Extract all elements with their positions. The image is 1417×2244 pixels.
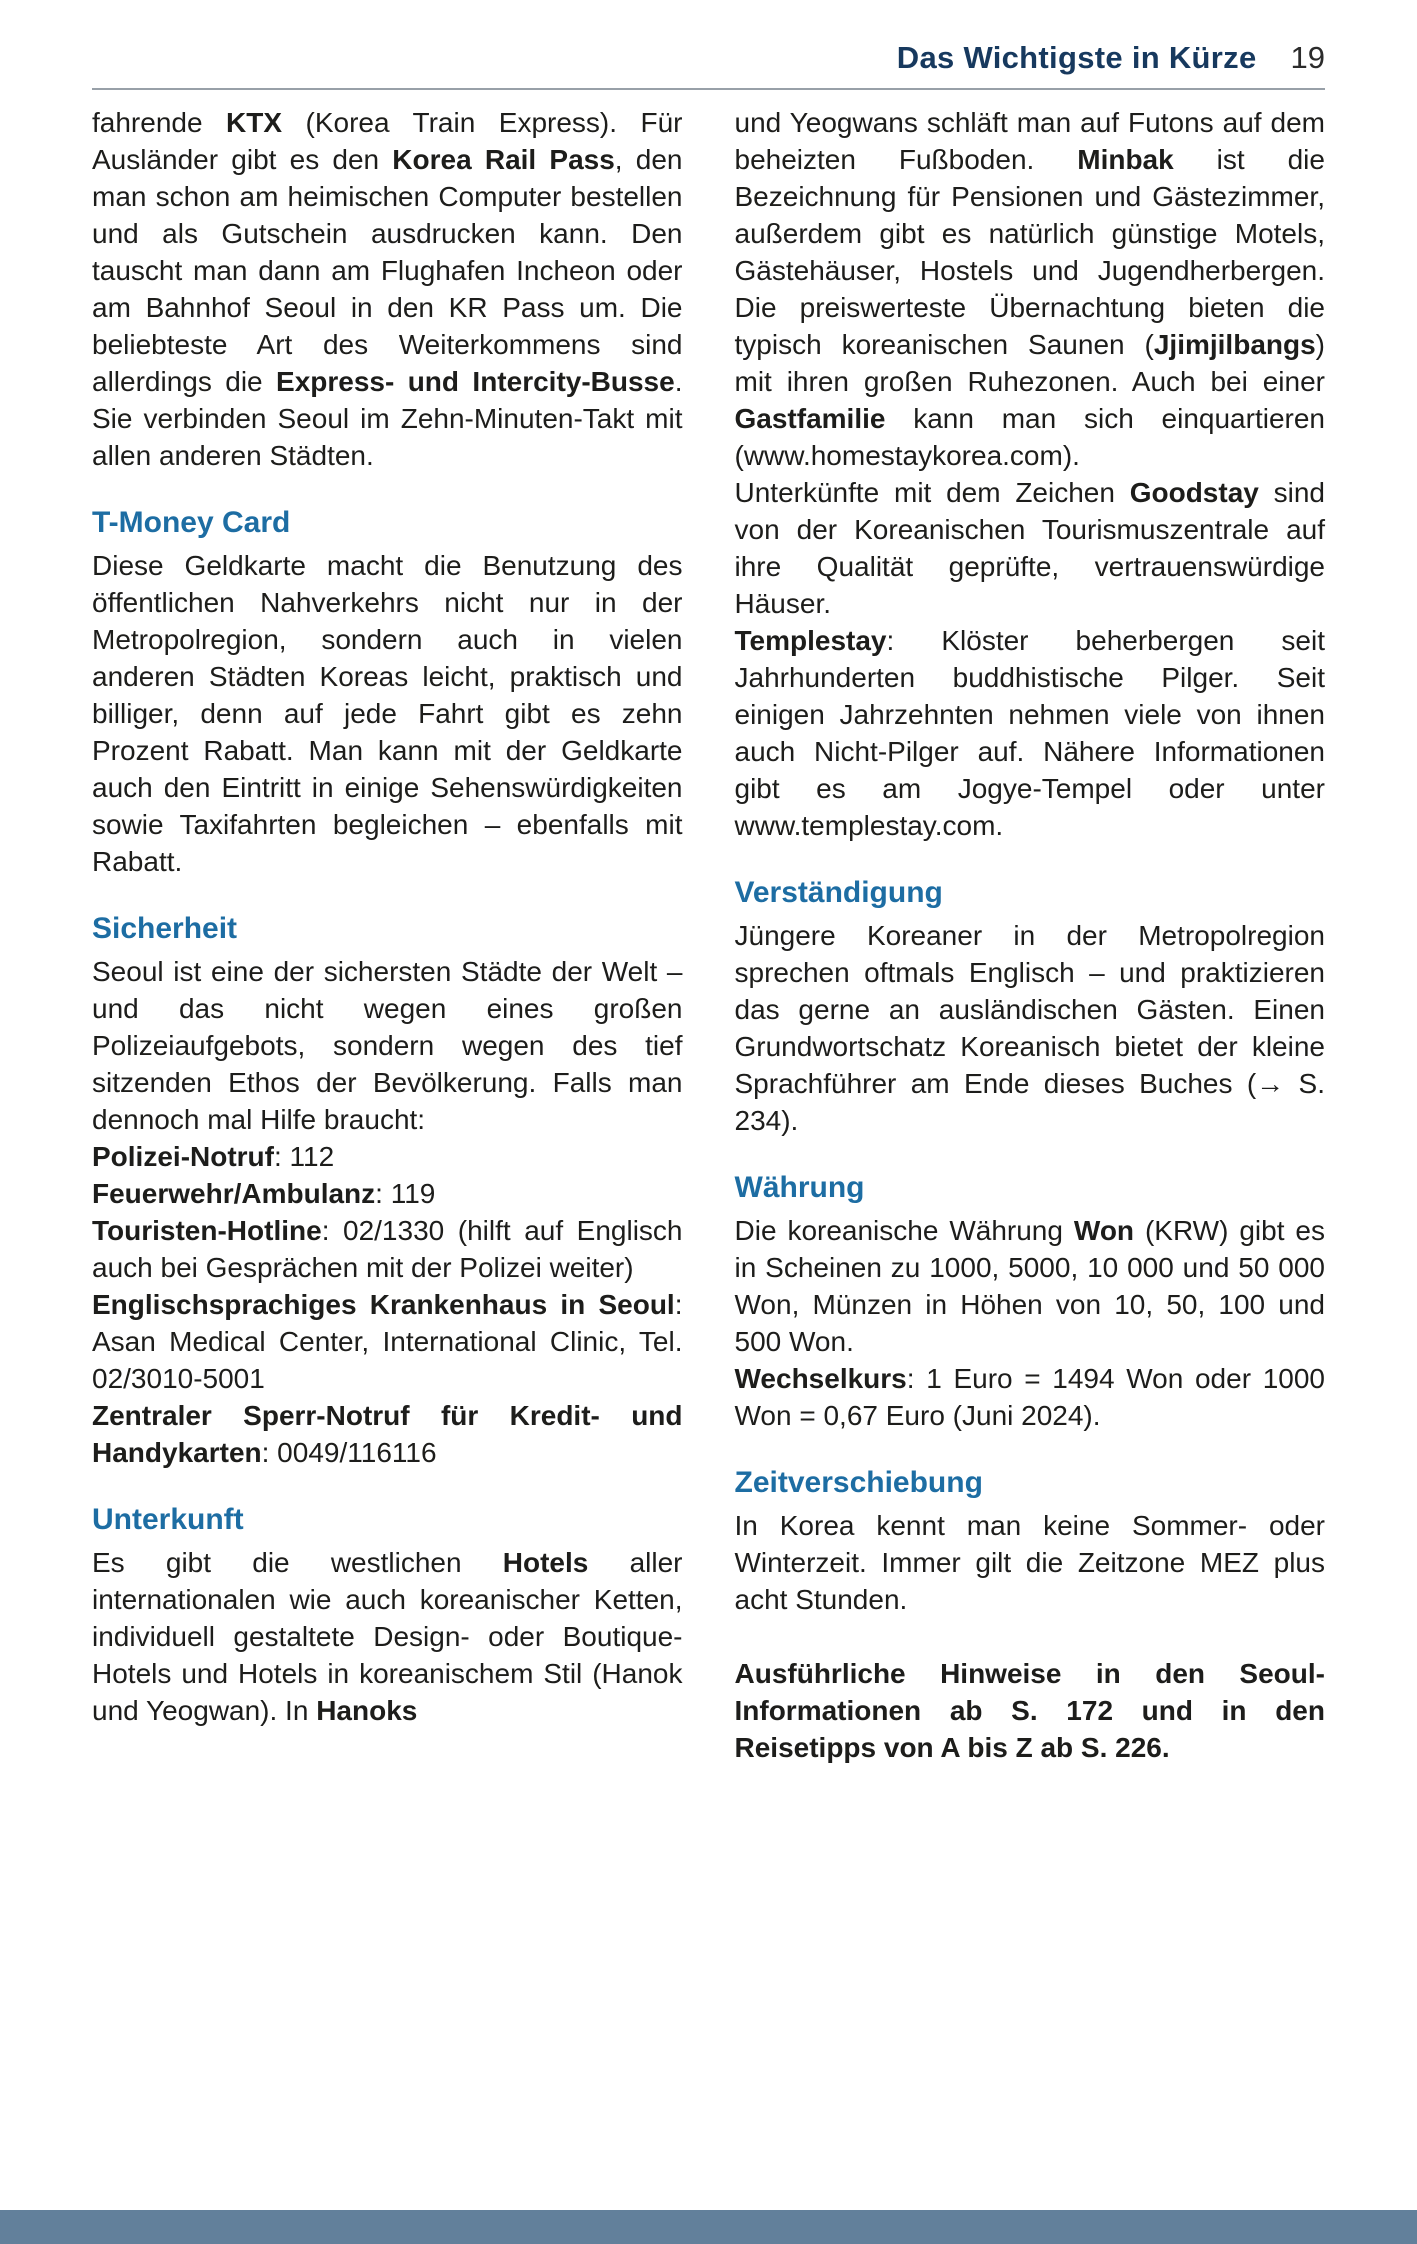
section-heading: Verständigung bbox=[734, 876, 943, 909]
paragraph bbox=[92, 953, 683, 1138]
bold-text: Minbak bbox=[1077, 144, 1174, 175]
text-columns bbox=[92, 104, 1325, 1766]
bold-text: Touristen-Hotline bbox=[92, 1215, 322, 1246]
text-run: , den man schon am heimischen Computer bestellen und als Gutschein ausdrucken kann. Den tauscht man dann am Flughafen Incheon oder am Bahnhof Seoul in den KR Pass um. Die beliebteste Art des Weiterkommens sind allerdings die bbox=[92, 144, 683, 397]
text-run: (KRW) gibt es in Scheinen zu 1000, 5000, 10 000 und 50 000 Won, Münzen in Höhen von 10, 50, 100 und 500 Won. bbox=[734, 1215, 1325, 1357]
page-number: 19 bbox=[1290, 40, 1325, 75]
left-column bbox=[92, 104, 683, 1766]
paragraph bbox=[735, 1655, 1326, 1766]
paragraph bbox=[735, 622, 1326, 844]
bold-text: Won bbox=[1073, 1215, 1135, 1246]
section-heading: Sicherheit bbox=[92, 912, 238, 945]
text-run: : 02/1330 (hilft auf Englisch auch bei Gesprächen mit der Polizei weiter) bbox=[92, 1215, 683, 1283]
text-run: Seoul ist eine der sichersten Städte der Welt – und das nicht wegen eines großen Polizeiaufgebots, sondern wegen des tief sitzenden Ethos der Bevölkerung. Falls man dennoch mal Hilfe braucht: bbox=[92, 956, 683, 1135]
footer-band bbox=[0, 2210, 1417, 2244]
text-run: und Yeogwans schläft man auf Futons auf dem beheizten Fußboden. bbox=[734, 107, 1325, 175]
text-run: : Asan Medical Center, International Clinic, Tel. 02/3010-5001 bbox=[92, 1289, 683, 1394]
text-run: : 119 bbox=[375, 1178, 436, 1209]
bold-text: Ausführliche Hinweise in den Seoul-Informationen ab S. 172 und in den Reisetipps von A bis Z ab S. 226. bbox=[734, 1658, 1325, 1763]
paragraph bbox=[92, 1175, 683, 1212]
paragraph bbox=[735, 1212, 1326, 1360]
bold-text: Goodstay bbox=[1129, 477, 1259, 508]
text-run: Diese Geldkarte macht die Benutzung des öffentlichen Nahverkehrs nicht nur in der Metropolregion, sondern auch in vielen anderen Städten Koreas leicht, praktisch und billiger, denn auf jede Fahrt gibt es zehn Prozent Rabatt. Man kann mit der Geldkarte auch den Eintritt in einige Sehenswürdigkeiten sowie Taxifahrten begleichen – ebenfalls mit Rabatt. bbox=[92, 550, 683, 877]
text-run: Unterkünfte mit dem Zeichen bbox=[734, 477, 1130, 508]
paragraph bbox=[92, 1397, 683, 1471]
text-run: Jüngere Koreaner in der Metropolregion sprechen oftmals Englisch – und praktizieren das gerne an ausländischen Gästen. Einen Grundwortschatz Koreanisch bietet der kleine Sprachführer am Ende dieses Buches (→ S. 234). bbox=[734, 920, 1325, 1136]
right-column bbox=[735, 104, 1326, 1766]
text-run: Es gibt die westlichen bbox=[92, 1547, 503, 1578]
section-heading: Unterkunft bbox=[92, 1503, 244, 1536]
paragraph bbox=[92, 1138, 683, 1175]
bold-text: Feuerwehr/Ambulanz bbox=[92, 1178, 376, 1209]
text-run: fahrende bbox=[92, 107, 227, 138]
text-run: In Korea kennt man keine Sommer- oder Winterzeit. Immer gilt die Zeitzone MEZ plus acht Stunden. bbox=[734, 1510, 1325, 1615]
section-heading: Zeitverschiebung bbox=[734, 1466, 983, 1499]
section-heading: Währung bbox=[734, 1171, 865, 1204]
text-run: kann man sich einquartieren (www.homestaykorea.com). bbox=[734, 403, 1325, 471]
chapter-title: Das Wichtigste in Kürze bbox=[896, 40, 1257, 75]
paragraph bbox=[735, 917, 1326, 1139]
bold-text: Wechselkurs bbox=[734, 1363, 907, 1394]
paragraph bbox=[735, 1360, 1326, 1434]
bold-text: Express- und Intercity-Busse bbox=[276, 366, 675, 397]
bold-text: Hotels bbox=[502, 1547, 589, 1578]
paragraph bbox=[92, 104, 683, 474]
text-run: : 0049/116116 bbox=[261, 1437, 437, 1468]
bold-text: Jjimjilbangs bbox=[1153, 329, 1316, 360]
paragraph bbox=[92, 1544, 683, 1729]
page-header bbox=[92, 40, 1325, 76]
text-run: (Korea Train Express). Für Ausländer gibt es den bbox=[92, 107, 683, 175]
paragraph bbox=[735, 104, 1326, 474]
text-run: aller internationalen wie auch koreanischer Ketten, individuell gestaltete Design- oder Boutique-Hotels und Hotels in koreanischem Stil (Hanok und Yeogwan). In bbox=[92, 1547, 683, 1726]
text-run: Die koreanische Währung bbox=[734, 1215, 1074, 1246]
bold-text: Polizei-Notruf bbox=[92, 1141, 274, 1172]
bold-text: Hanoks bbox=[316, 1695, 418, 1726]
text-run: ist die Bezeichnung für Pensionen und Gästezimmer, außerdem gibt es natürlich günstige Motels, Gästehäuser, Hostels und Jugendherbergen. Die preiswerteste Übernachtung bieten die typisch koreanischen Saunen ( bbox=[734, 144, 1325, 360]
bold-text: Zentraler Sperr-Notruf für Kredit- und Handykarten bbox=[92, 1400, 683, 1468]
paragraph bbox=[735, 1507, 1326, 1618]
paragraph bbox=[92, 547, 683, 880]
bold-text: Korea Rail Pass bbox=[392, 144, 615, 175]
text-run: : 112 bbox=[274, 1141, 335, 1172]
text-run: . Sie verbinden Seoul im Zehn-Minuten-Takt mit allen anderen Städten. bbox=[92, 366, 683, 471]
text-run: sind von der Koreanischen Tourismuszentrale auf ihre Qualität geprüfte, vertrauenswürdige Häuser. bbox=[734, 477, 1325, 619]
paragraph bbox=[735, 474, 1326, 622]
bold-text: Templestay bbox=[734, 625, 887, 656]
paragraph bbox=[92, 1212, 683, 1286]
header-rule bbox=[92, 88, 1325, 90]
section-heading: T-Money Card bbox=[92, 506, 291, 539]
text-run: ) mit ihren großen Ruhezonen. Auch bei einer bbox=[734, 329, 1325, 397]
bold-text: Englischsprachiges Krankenhaus in Seoul bbox=[92, 1289, 675, 1320]
bold-text: Gastfamilie bbox=[734, 403, 886, 434]
text-run: : 1 Euro = 1494 Won oder 1000 Won = 0,67 Euro (Juni 2024). bbox=[734, 1363, 1325, 1431]
text-run: : Klöster beherbergen seit Jahrhunderten buddhistische Pilger. Seit einigen Jahrzehnten nehmen viele von ihnen auch Nicht-Pilger auf. Nähere Informationen gibt es am Jogye-Tempel oder unter www.templestay.com. bbox=[734, 625, 1325, 841]
bold-text: KTX bbox=[226, 107, 283, 138]
paragraph bbox=[92, 1286, 683, 1397]
